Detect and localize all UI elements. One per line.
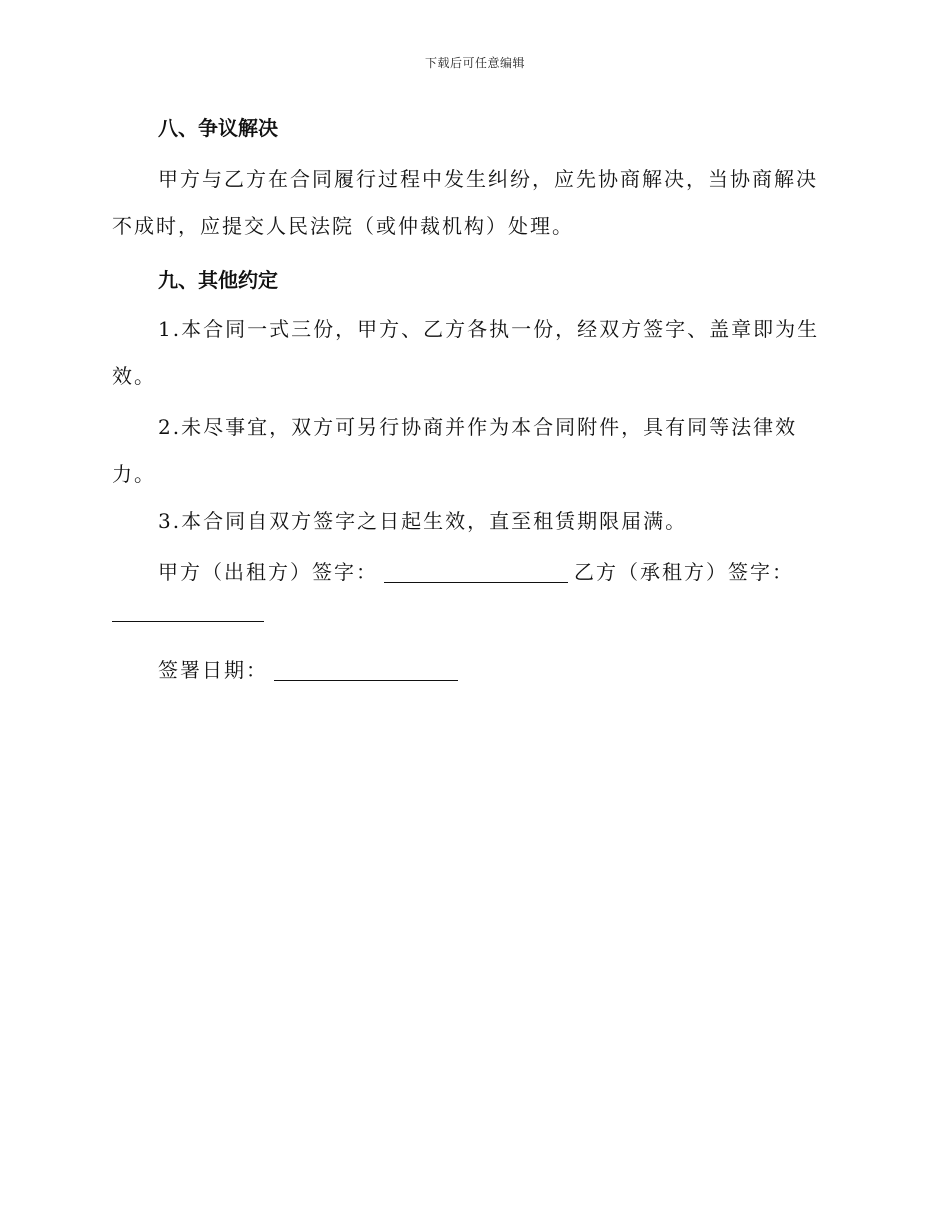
signing-date-line[interactable]: [274, 660, 458, 681]
clause-1: 1.本合同一式三份，甲方、乙方各执一份，经双方签字、盖章即为生效。: [112, 317, 820, 388]
section-heading-dispute: 八、争议解决: [158, 116, 278, 140]
signature-block: [112, 549, 832, 694]
clause-3: 3.本合同自双方签字之日起生效，直至租赁期限届满。: [158, 509, 688, 533]
paragraph-dispute: 甲方与乙方在合同履行过程中发生纠纷，应先协商解决，当协商解决不成时，应提交人民法院（或仲裁机构）处理。: [112, 167, 818, 238]
document-body: [112, 110, 832, 694]
party-a-signature-line[interactable]: [384, 562, 568, 583]
date-row: [112, 647, 832, 694]
header-note: 下载后可任意编辑: [424, 56, 525, 70]
party-b-signature-row: [112, 596, 832, 643]
clause-2: 2.未尽事宜，双方可另行协商并作为本合同附件，具有同等法律效力。: [112, 415, 798, 486]
party-b-signature-line[interactable]: [112, 621, 264, 622]
signing-date-label: 签署日期：: [158, 658, 268, 682]
section-heading-other: 九、其他约定: [158, 268, 278, 292]
signature-row: [112, 549, 832, 596]
party-b-signature-label: 乙方（承租方）签字：: [574, 560, 794, 584]
party-a-signature-label: 甲方（出租方）签字：: [158, 560, 378, 584]
